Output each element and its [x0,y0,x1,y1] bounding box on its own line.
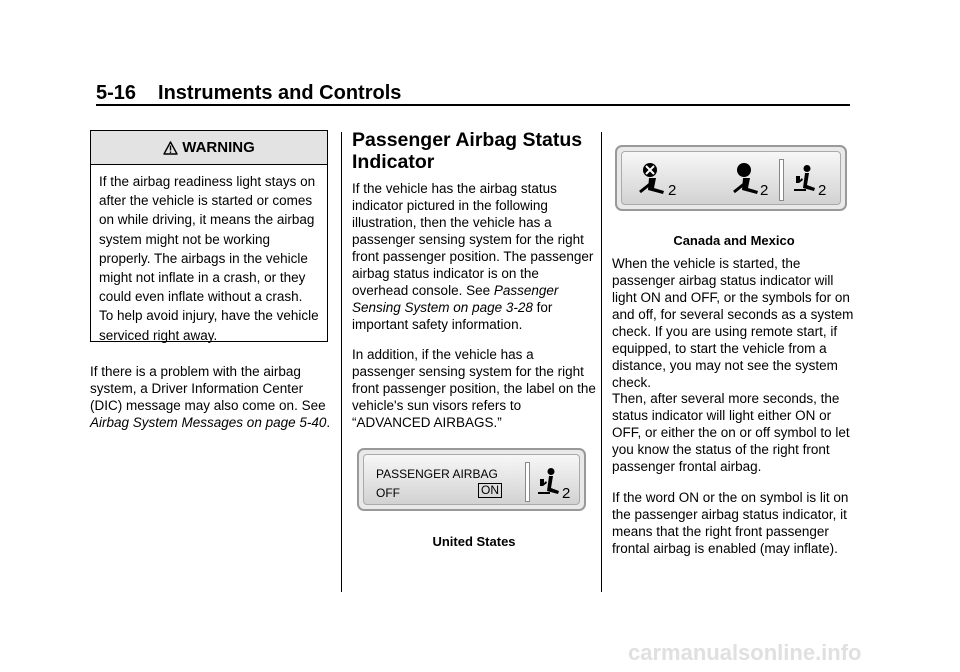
passenger-airbag-on-icon [534,467,562,499]
indicator-intro-end: for important safety information. [352,300,553,332]
header-rule [96,104,850,106]
on-label: ON [478,483,502,498]
cm-panel-divider [779,159,784,201]
cm-seat-number-1: 2 [668,182,677,199]
passenger-airbag-on-icon-2 [730,162,762,198]
passenger-airbag-off-icon [636,162,668,198]
us-seat-number: 2 [562,485,571,502]
cm-panel-face [621,151,841,205]
indicator-intro-paragraph [352,180,596,333]
cm-seat-number-3: 2 [818,182,827,199]
airbag-problem-paragraph [90,363,335,431]
column-divider-2 [601,132,602,592]
column-divider-1 [341,132,342,592]
passenger-sensing-reference[interactable]: Passenger Sensing System on page 3-28 [352,283,559,315]
passenger-airbag-on-icon-3 [790,164,818,196]
sun-visor-paragraph: In addition, if the vehicle has a passenger sensing system for the right front passenger position, the label on the vehicle's sun visors refers to “ADVANCED AIRBAGS.” [352,347,596,430]
system-check-paragraph: When the vehicle is started, the passenger airbag status indicator will light ON and OFF, or the symbols for on and off, for several seconds as a system check. If you are using remote start, if equipped, to start the vehicle from a distance, you may not see the system check. [612,256,854,390]
page-number: 5-16 [96,82,137,104]
on-enabled-paragraph: If the word ON or the on symbol is lit on the passenger airbag status indicator, it means that the right front passenger frontal airbag is enabled (may inflate). [612,490,849,556]
page-header [96,82,401,105]
indicator-intro-text: If the vehicle has the airbag status indicator pictured in the following illustration, then the vehicle has a passenger sensing system for the right front passenger position. The passenger airbag status indicator is on the overhead console. See [352,181,594,298]
canada-mexico-caption: Canada and Mexico [673,233,795,248]
section-heading: Passenger Airbag Status Indicator [352,129,583,173]
us-status-indicator [357,448,586,511]
status-paragraph: Then, after several more seconds, the status indicator will light either ON or OFF, or either the on or off symbol to let you know the status of the right front passenger frontal airbag. [612,391,850,474]
warning-triangle-icon [163,141,178,155]
warning-header [91,131,327,165]
warning-text: If the airbag readiness light stays on after the vehicle is started or comes on while driving, it means the airbag system might not be working properly. The airbags in the vehicle might not inflate in a crash, or they could even inflate without a crash. To help avoid injury, have the vehicle serviced right away. [99,174,319,343]
airbag-problem-text: If there is a problem with the airbag system, a Driver Information Center (DIC) message may also come on. See [90,364,326,413]
section-title: Instruments and Controls [158,82,402,104]
warning-box [90,130,328,342]
us-panel-face [363,454,580,505]
warning-title: WARNING [182,139,255,156]
canada-mexico-status-indicator [615,145,847,211]
off-label: OFF [376,486,400,500]
airbag-problem-end: . [326,415,331,430]
airbag-messages-reference[interactable]: Airbag System Messages on page 5-40 [90,415,327,430]
passenger-airbag-label: PASSENGER AIRBAG [376,467,498,481]
us-caption: United States [432,534,516,549]
panel-divider [525,462,530,502]
watermark: carmanualsonline.info [628,640,862,665]
cm-seat-number-2: 2 [760,182,769,199]
